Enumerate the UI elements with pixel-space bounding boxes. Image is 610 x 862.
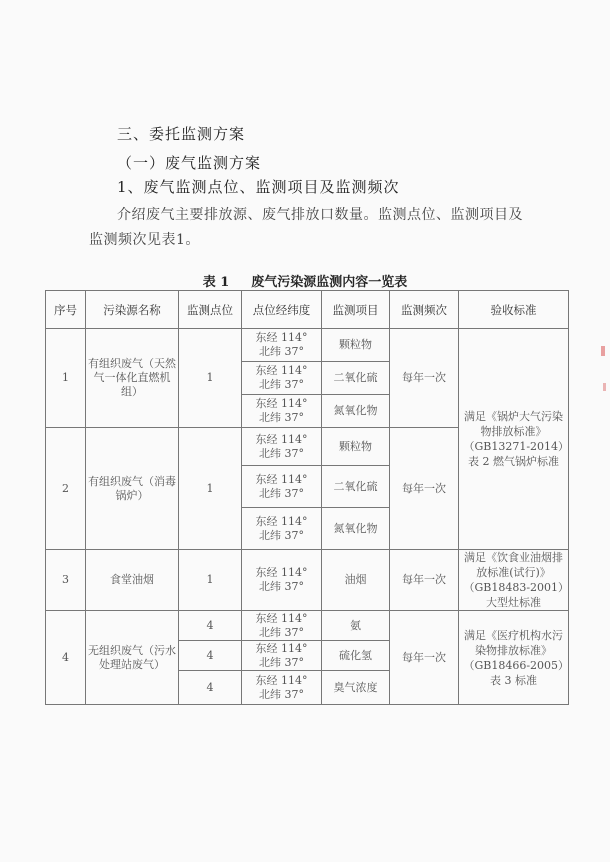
subsection-title: （一）废气监测方案 — [117, 154, 262, 172]
cell-lat: 北纬 37° — [259, 378, 304, 391]
cell-item: 二氧化硫 — [322, 466, 390, 508]
cell-standard: 满足《医疗机构水污染物排放标准》（GB18466-2005）表 3 标准 — [459, 611, 569, 705]
cell-lon: 东经 114° — [255, 472, 308, 486]
cell-lon: 东经 114° — [255, 673, 308, 687]
cell-coordinates — [242, 428, 322, 466]
cell-standard: 满足《饮食业油烟排放标准(试行)》（GB18483-2001）大型灶标准 — [459, 550, 569, 611]
cell-point: 4 — [179, 611, 242, 641]
cell-item: 二氧化硫 — [322, 362, 390, 395]
cell-item: 硫化氢 — [322, 641, 390, 671]
cell-no: 1 — [46, 329, 86, 428]
cell-source: 有组织废气（天然气一体化直燃机组） — [86, 329, 179, 428]
header-standard: 验收标准 — [459, 291, 569, 329]
cell-item: 油烟 — [322, 550, 390, 611]
cell-point: 1 — [179, 329, 242, 428]
cell-lon: 东经 114° — [255, 641, 308, 655]
cell-coordinates — [242, 611, 322, 641]
cell-point: 4 — [179, 671, 242, 705]
cell-no: 3 — [46, 550, 86, 611]
item-title: 1、废气监测点位、监测项目及监测频次 — [117, 178, 400, 196]
cell-lat: 北纬 37° — [259, 528, 304, 542]
cell-point: 1 — [179, 428, 242, 550]
table-header-row — [46, 291, 569, 329]
cell-lat: 北纬 37° — [259, 486, 304, 500]
cell-lon: 东经 114° — [255, 364, 308, 377]
header-source: 污染源名称 — [86, 291, 179, 329]
cell-coordinates — [242, 395, 322, 428]
cell-item: 颗粒物 — [322, 428, 390, 466]
cell-lat: 北纬 37° — [259, 446, 304, 460]
cell-lon: 东经 114° — [255, 331, 308, 344]
cell-coordinates — [242, 671, 322, 705]
cell-no: 4 — [46, 611, 86, 705]
cell-item: 氨 — [322, 611, 390, 641]
cell-item: 臭气浓度 — [322, 671, 390, 705]
cell-coordinates — [242, 362, 322, 395]
cell-coordinates — [242, 329, 322, 362]
header-frequency: 监测频次 — [390, 291, 459, 329]
cell-frequency: 每年一次 — [390, 611, 459, 705]
cell-source: 有组织废气（消毒锅炉） — [86, 428, 179, 550]
cell-lat: 北纬 37° — [259, 655, 304, 669]
cell-frequency: 每年一次 — [390, 329, 459, 428]
cell-item: 颗粒物 — [322, 329, 390, 362]
cell-lon: 东经 114° — [255, 611, 308, 625]
margin-stamp-mark — [601, 346, 605, 356]
table-caption-title: 废气污染源监测内容一览表 — [251, 275, 408, 290]
cell-lat: 北纬 37° — [259, 345, 304, 358]
cell-no: 2 — [46, 428, 86, 550]
cell-frequency: 每年一次 — [390, 550, 459, 611]
cell-coordinates — [242, 641, 322, 671]
cell-lat: 北纬 37° — [259, 411, 304, 424]
cell-coordinates — [242, 466, 322, 508]
cell-coordinates — [242, 550, 322, 611]
cell-lon: 东经 114° — [255, 514, 308, 528]
table-row — [46, 329, 569, 362]
header-point: 监测点位 — [179, 291, 242, 329]
header-coordinates: 点位经纬度 — [242, 291, 322, 329]
cell-frequency: 每年一次 — [390, 428, 459, 550]
header-no: 序号 — [46, 291, 86, 329]
margin-stamp-mark — [603, 383, 606, 391]
table-caption-number: 表 1 — [202, 275, 230, 290]
cell-item: 氮氧化物 — [322, 508, 390, 550]
cell-point: 1 — [179, 550, 242, 611]
cell-lat: 北纬 37° — [259, 687, 304, 701]
cell-lon: 东经 114° — [255, 397, 308, 410]
intro-paragraph: 介绍废气主要排放源、废气排放口数量。监测点位、监测项目及监测频次见表1。 — [89, 207, 523, 248]
cell-coordinates — [242, 508, 322, 550]
cell-source: 食堂油烟 — [86, 550, 179, 611]
section-title: 三、委托监测方案 — [117, 125, 246, 143]
table-row — [46, 550, 569, 611]
cell-standard: 满足《锅炉大气污染物排放标准》（GB13271-2014）表 2 燃气锅炉标准 — [459, 329, 569, 550]
cell-source: 无组织废气（污水处理站废气） — [86, 611, 179, 705]
cell-lon: 东经 114° — [255, 432, 308, 446]
table-caption — [0, 271, 610, 290]
cell-point: 4 — [179, 641, 242, 671]
cell-item: 氮氧化物 — [322, 395, 390, 428]
cell-lon: 东经 114° — [255, 566, 308, 579]
cell-lat: 北纬 37° — [259, 625, 304, 639]
header-item: 监测项目 — [322, 291, 390, 329]
cell-lat: 北纬 37° — [259, 580, 304, 593]
table-row — [46, 611, 569, 641]
monitoring-table — [45, 290, 569, 705]
